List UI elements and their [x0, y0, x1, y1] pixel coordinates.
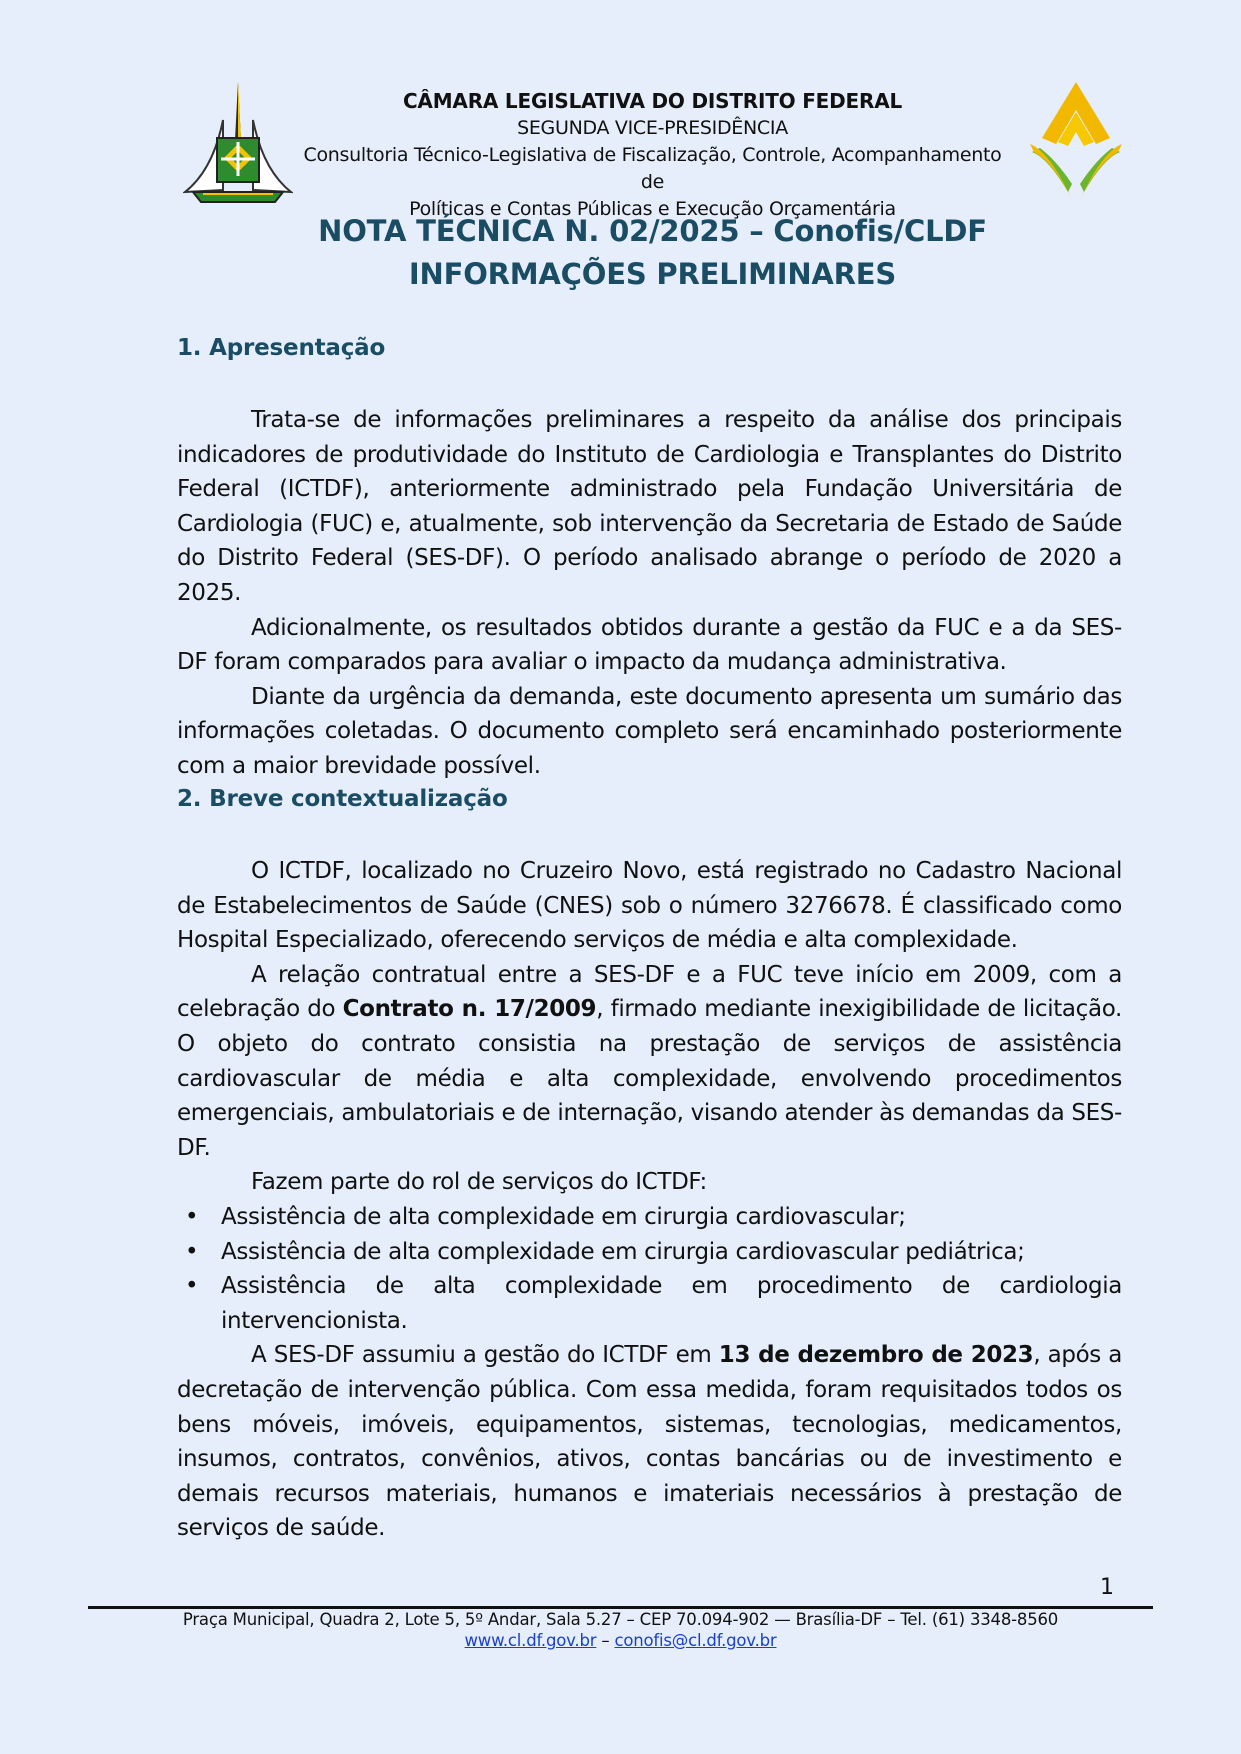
org-name: CÂMARA LEGISLATIVA DO DISTRITO FEDERAL — [402, 89, 903, 113]
consultoria-line-1: Consultoria Técnico-Legislativa de Fiscalização, Controle, Acompanhamento de — [303, 144, 1002, 193]
title-line-1: NOTA TÉCNICA N. 02/2025 – Conofis/CLDF — [318, 214, 987, 248]
services-list — [177, 1200, 1122, 1338]
section-1-heading: 1. Apresentação — [177, 335, 386, 361]
title-line-2: INFORMAÇÕES PRELIMINARES — [408, 257, 897, 291]
section-2-paragraph-2 — [177, 958, 1122, 1166]
document-title — [160, 210, 1145, 296]
intervention-text-after: , após a decretação de intervenção pública. Com essa medida, foram requisitados todos os bens móveis, imóveis, equipamentos, sistemas, tecnologias, medicamentos, insumos, contratos, convênios, ativos, contas bancárias ou de investimento e demais recursos materiais, humanos e imateriais necessários à prestação de serviços de saúde. — [177, 1342, 1122, 1542]
list-item — [103, 1200, 1122, 1235]
footer-address: Praça Municipal, Quadra 2, Lote 5, 5º Andar, Sala 5.27 – CEP 70.094-902 — Brasília-DF – Tel. (61) 3348-8560 — [182, 1610, 1059, 1629]
section-1-body — [177, 403, 1122, 784]
section-2-body — [177, 854, 1122, 1546]
website-link[interactable]: www.cl.df.gov.br — [464, 1631, 597, 1650]
footer-links — [88, 1630, 1153, 1651]
consultoria-line-2: Políticas e Contas Públicas e Execução Orçamentária — [409, 198, 896, 220]
section-2-paragraph-3: Fazem parte do rol de serviços do ICTDF: — [251, 1169, 707, 1196]
list-item-text: Assistência de alta complexidade em procedimento de cardiologia intervencionista. — [221, 1273, 1122, 1334]
contract-number: Contrato n. 17/2009 — [342, 996, 597, 1023]
section-2-paragraph-1: O ICTDF, localizado no Cruzeiro Novo, está registrado no Cadastro Nacional de Estabelecimentos de Saúde (CNES) sob o número 3276678. É classificado como Hospital Especializado, oferecendo serviços de média e alta complexidade. — [177, 858, 1122, 954]
contract-text-after: , firmado mediante inexigibilidade de licitação. O objeto do contrato consistia na prestação de serviços de assistência cardiovascular de média e alta complexidade, envolvendo procedimentos emergenciais, ambulatoriais e de internação, visando atender às demandas da SES-DF. — [177, 996, 1122, 1161]
section-1-paragraph-3: Diante da urgência da demanda, este documento apresenta um sumário das informações coletadas. O documento completo será encaminhado posteriormente com a maior brevidade possível. — [177, 683, 1122, 779]
section-1-paragraph-1: Trata-se de informações preliminares a respeito da análise dos principais indicadores de produtividade do Instituto de Cardiologia e Transplantes do Distrito Federal (ICTDF), anteriormente administrado pela Fundação Universitária de Cardiologia (FUC) e, atualmente, sob intervenção da Secretaria de Estado de Saúde do Distrito Federal (SES-DF). O período analisado abrange o período de 2020 a 2025. — [177, 407, 1122, 606]
section-2-heading: 2. Breve contextualização — [177, 786, 508, 812]
list-item-text: Assistência de alta complexidade em cirurgia cardiovascular; — [221, 1203, 906, 1230]
intervention-date: 13 de dezembro de 2023 — [718, 1342, 1034, 1369]
email-link[interactable]: conofis@cl.df.gov.br — [614, 1631, 777, 1650]
footer-separator: – — [601, 1631, 610, 1650]
bullet-icon: • — [185, 1203, 199, 1230]
section-2-paragraph-4 — [177, 1338, 1122, 1546]
list-item — [103, 1269, 1122, 1338]
division-name: SEGUNDA VICE-PRESIDÊNCIA — [517, 117, 788, 139]
footer — [88, 1609, 1153, 1651]
page-number: 1 — [1100, 1575, 1114, 1600]
list-item — [103, 1235, 1122, 1270]
bullet-icon: • — [185, 1273, 199, 1300]
bullet-icon: • — [185, 1238, 199, 1265]
section-1-paragraph-2: Adicionalmente, os resultados obtidos durante a gestão da FUC e a da SES-DF foram comparados para avaliar o impacto da mudança administrativa. — [177, 614, 1122, 676]
cldf-emblem-icon — [183, 80, 293, 206]
header-block — [290, 88, 1015, 223]
cldf-logo-icon — [1028, 80, 1124, 204]
intervention-text-before: A SES-DF assumiu a gestão do ICTDF em — [251, 1342, 719, 1369]
list-item-text: Assistência de alta complexidade em cirurgia cardiovascular pediátrica; — [221, 1238, 1025, 1265]
contract-text-before: A relação contratual entre a SES-DF e a FUC teve início em 2009, com a celebração do — [177, 961, 1122, 1023]
